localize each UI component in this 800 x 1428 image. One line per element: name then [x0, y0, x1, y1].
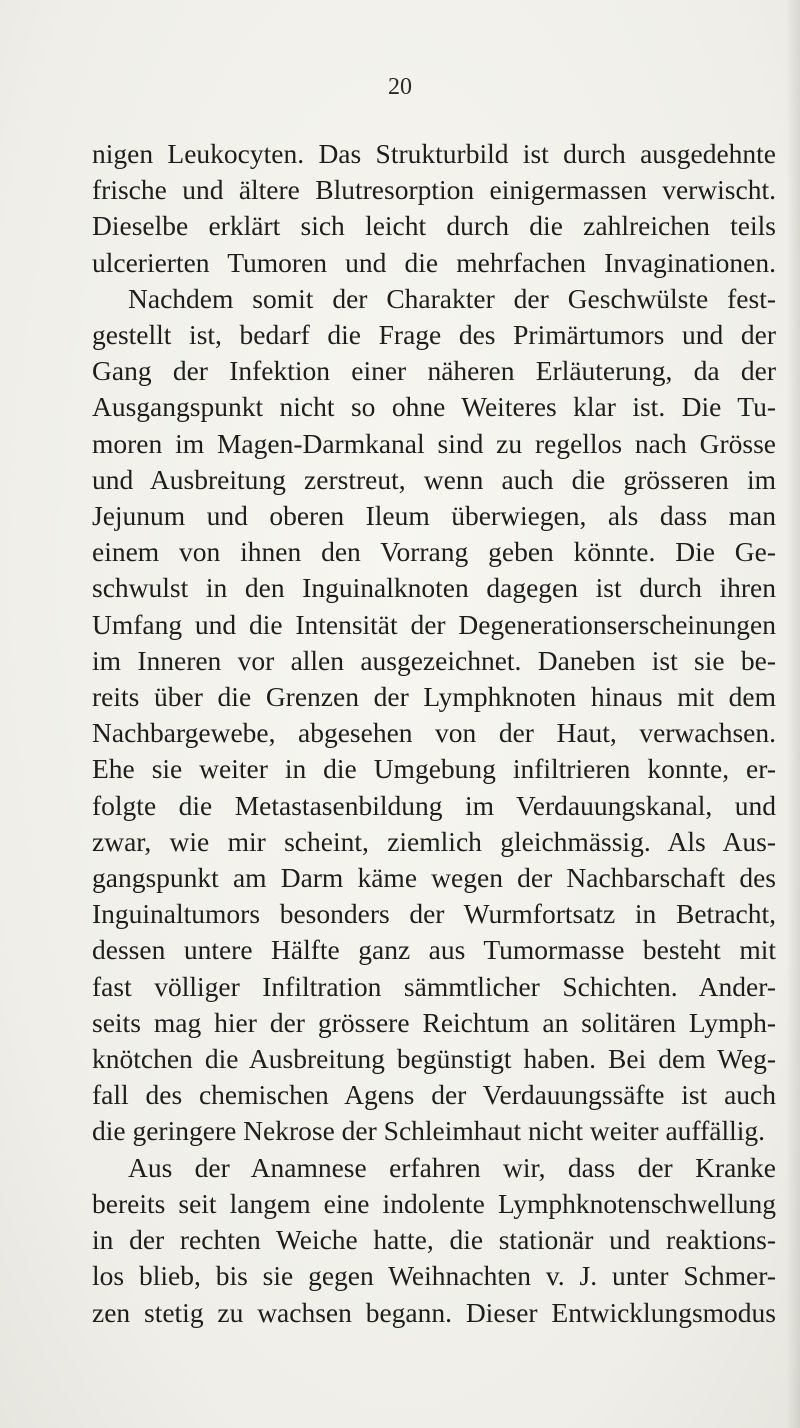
text-line: los blieb, bis sie gegen Weihnachten v. J. unter Schmer-	[92, 1260, 776, 1292]
text-line: gestellt ist, bedarf die Frage des Primärtumors und der	[92, 319, 776, 351]
text-line: im Inneren vor allen ausgezeichnet. Daneben ist sie be-	[92, 644, 776, 676]
text-line: gangspunkt am Darm käme wegen der Nachbarschaft des	[92, 862, 776, 894]
text-line: Ausgangspunkt nicht so ohne Weiteres klar ist. Die Tu-	[92, 391, 776, 423]
text-line: nigen Leukocyten. Das Strukturbild ist durch ausgedehnte	[92, 138, 776, 169]
text-line: Jejunum und oberen Ileum überwiegen, als dass man	[92, 500, 776, 532]
text-line: zen stetig zu wachsen begann. Dieser Entwicklungsmodus	[92, 1296, 776, 1328]
text-line: folgte die Metastasenbildung im Verdauungskanal, und	[92, 789, 776, 821]
text-line: knötchen die Ausbreitung begünstigt haben. Bei dem Weg-	[92, 1043, 776, 1075]
text-line: reits über die Grenzen der Lymphknoten hinaus mit dem	[92, 681, 776, 713]
text-line: Inguinaltumors besonders der Wurmfortsatz in Betracht,	[92, 898, 776, 930]
page-edge-shadow	[786, 0, 800, 1428]
text-line: dessen untere Hälfte ganz aus Tumormasse besteht mit	[92, 934, 776, 966]
text-line: zwar, wie mir scheint, ziemlich gleichmässig. Als Aus-	[92, 825, 776, 857]
text-line: die geringere Nekrose der Schleimhaut nicht weiter auffällig.	[92, 1115, 765, 1147]
text-line: und Ausbreitung zerstreut, wenn auch die grösseren im	[92, 463, 776, 495]
text-line: Nachbargewebe, abgesehen von der Haut, verwachsen.	[92, 717, 776, 749]
text-line: frische und ältere Blutresorption einigermassen verwischt.	[92, 174, 776, 206]
page-number: 20	[388, 74, 412, 100]
text-line: moren im Magen-Darmkanal sind zu regellos nach Grösse	[92, 427, 776, 459]
text-line: Gang der Infektion einer näheren Erläuterung, da der	[92, 355, 776, 387]
text-line: seits mag hier der grössere Reichtum an solitären Lymph-	[92, 1006, 776, 1038]
text-line: schwulst in den Inguinalknoten dagegen ist durch ihren	[92, 572, 776, 604]
text-line: Aus der Anamnese erfahren wir, dass der Kranke	[128, 1151, 776, 1183]
text-line: in der rechten Weiche hatte, die stationär und reaktions-	[92, 1224, 776, 1256]
text-line: Dieselbe erklärt sich leicht durch die zahlreichen teils	[92, 210, 776, 242]
text-line: Umfang und die Intensität der Degenerationserscheinungen	[92, 608, 776, 640]
text-line: Nachdem somit der Charakter der Geschwülste fest-	[128, 282, 776, 314]
text-line: fall des chemischen Agens der Verdauungssäfte ist auch	[92, 1079, 776, 1111]
text-line: fast völliger Infiltration sämmtlicher Schichten. Ander-	[92, 970, 776, 1002]
text-line: Ehe sie weiter in die Umgebung infiltrieren konnte, er-	[92, 753, 776, 785]
body-text	[92, 136, 776, 1331]
text-line: einem von ihnen den Vorrang geben könnte. Die Ge-	[92, 536, 776, 568]
text-line: ulcerierten Tumoren und die mehrfachen Invaginationen.	[92, 246, 776, 278]
text-line: bereits seit langem eine indolente Lymphknotenschwellung	[92, 1187, 776, 1219]
